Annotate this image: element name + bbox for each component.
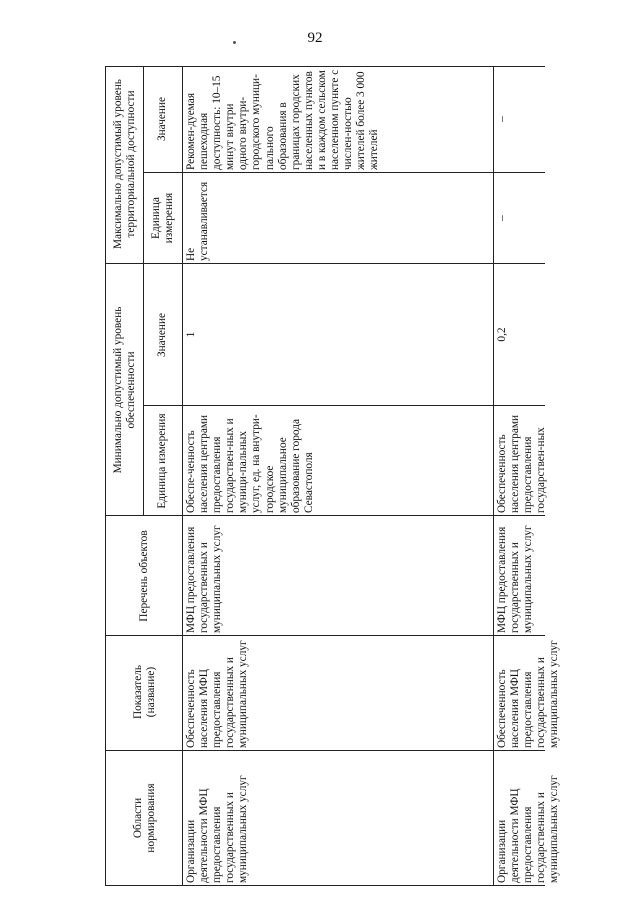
header-indicator: Показатель (название) [131,664,157,720]
header-max-unit-label: Единица измерения [149,192,175,244]
col-divider-1 [105,750,545,751]
header-max-level: Максимально допустимый уровень территориальной доступности [111,79,137,249]
page-number: 92 [307,30,323,46]
row2-objects: МФЦ предоставления государственных и муниципальных услуг [496,525,535,633]
header-objects: Перечень объектов [138,530,151,622]
rotated-table [105,66,561,886]
col-divider-2 [105,635,545,636]
row1-area: Организации деятельности МФЦ предоставления государственных и муниципальных услуг [185,775,250,883]
speck [233,41,236,44]
header-max-value: Значение [156,96,169,142]
row1-max-unit: Не устанавливается [185,181,211,261]
row2-min-value: 0,2 [496,327,508,342]
table-border-top [105,66,106,886]
row2-max-unit: – [496,215,508,221]
row1-max-value: Рекомен-дуемая пешеходная доступность: 10–15 минут внутри одного внутри-городского муници-пального образования в границах городских населенных пунктов и в каждом сельском населенном пункте с числен-ностью жителей более 3 000 жителей [185,69,381,170]
header-bottom-line [182,66,183,886]
row1-objects: МФЦ предоставления государственных и муниципальных услуг [185,525,224,633]
row1-indicator: Обеспеченность населения МФЦ предоставления государственных и муниципальных услуг [185,640,250,748]
row2-max-value: – [496,116,508,122]
subheader-line-min [143,264,144,516]
table-border-left [105,885,545,886]
header-min-level: Минимально допустимый уровень обеспеченности [111,306,137,474]
col-divider-6 [143,172,545,173]
row1-min-unit: Обеспе-ченность населения центрами предоставления государствен-ных и муници-пальных услуг, ед. на внутри-городское муниципальное образование города Севастополя [185,414,315,513]
row2-area: Организации деятельности МФЦ предоставления государственных и муниципальных услуг [496,775,561,883]
col-divider-4 [143,405,545,406]
row2-indicator: Обеспеченность населения МФЦ предоставления государственных и муниципальных услуг [496,640,561,748]
col-divider-5 [105,263,545,264]
header-min-unit: Единица измерения [156,413,169,509]
header-area: Области нормирования [131,783,157,853]
subheader-line-max [143,66,144,264]
col-divider-3 [105,515,545,516]
header-min-value: Значение [156,312,169,358]
row-divider [493,66,494,886]
row1-min-value: 1 [185,331,197,338]
row2-min-unit: Обеспеченность населения центрами предоставления государствен-ных [496,414,548,513]
